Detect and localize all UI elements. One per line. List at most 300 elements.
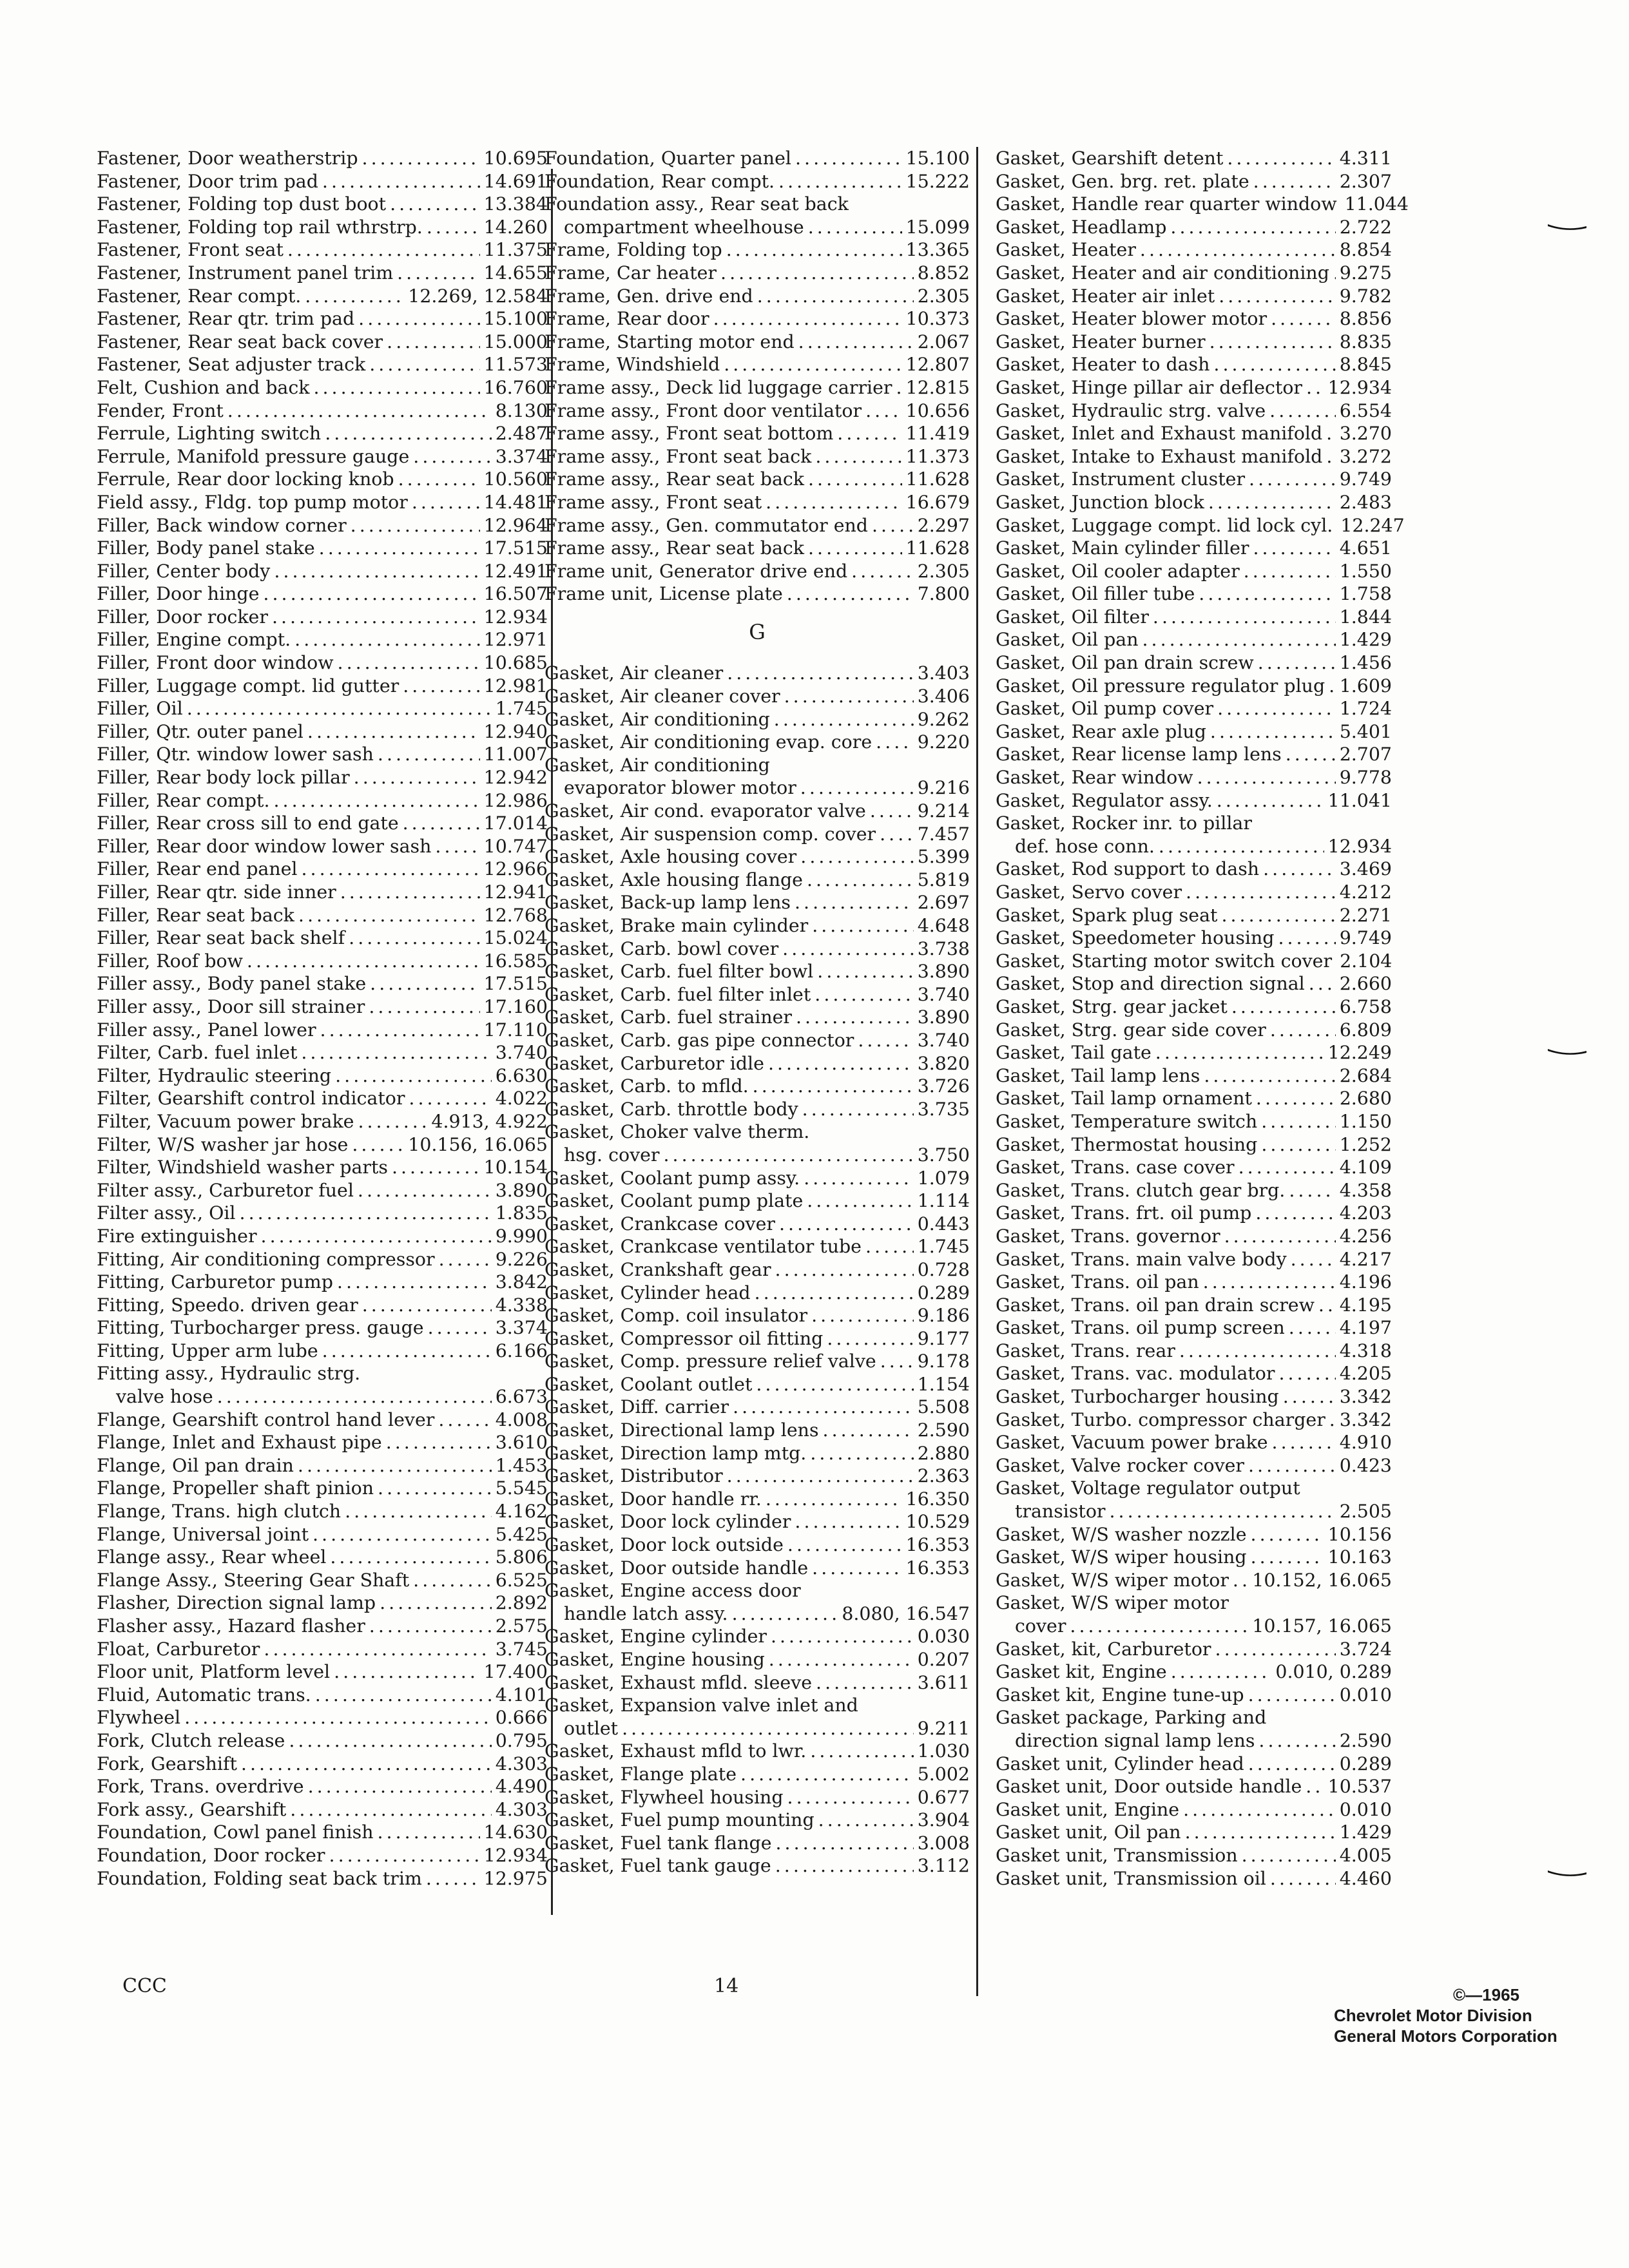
leader-dots — [1251, 1546, 1324, 1569]
entry-reference: 10.157, 16.065 — [1252, 1615, 1392, 1637]
entry-reference: 12.934 — [483, 606, 548, 628]
entry-label: Gasket, Inlet and Exhaust manifold — [996, 423, 1323, 445]
entry-label: Frame unit, License plate — [545, 583, 783, 605]
leader-dots — [753, 1075, 914, 1098]
index-entry — [996, 1202, 1392, 1225]
entry-reference: 3.403 — [917, 662, 970, 684]
index-entry — [97, 376, 548, 399]
leader-dots — [880, 1350, 914, 1373]
entry-reference: 9.262 — [917, 708, 970, 730]
leader-dots — [771, 1625, 914, 1648]
leader-dots — [319, 537, 480, 560]
index-entry — [97, 743, 548, 766]
index-entry — [545, 1282, 970, 1305]
entry-label: Frame assy., Deck lid luggage carrier — [545, 376, 892, 398]
entry-reference: 4.205 — [1339, 1363, 1392, 1385]
entry-label: Ferrule, Rear door locking knob — [97, 468, 394, 490]
leader-dots — [726, 238, 902, 262]
index-entry — [97, 606, 548, 629]
index-entry — [996, 193, 1409, 216]
index-entry — [996, 560, 1392, 583]
index-entry — [996, 537, 1392, 560]
entry-reference: 3.890 — [917, 961, 970, 983]
entry-label: Fork, Trans. overdrive — [97, 1776, 304, 1798]
entry-reference: 3.342 — [1339, 1386, 1392, 1408]
leader-dots — [808, 468, 902, 491]
index-entry — [996, 1156, 1392, 1179]
index-entry — [545, 1465, 970, 1488]
entry-label: Frame assy., Front door ventilator — [545, 399, 862, 421]
entry-label: Gasket unit, Engine — [996, 1798, 1180, 1820]
entry-label: Gasket, Voltage regulator output — [996, 1477, 1300, 1499]
index-entry — [996, 628, 1392, 651]
leader-dots — [322, 1340, 492, 1363]
entry-label: Filter, Hydraulic steering — [97, 1064, 332, 1086]
entry-reference: 10.154 — [483, 1157, 548, 1178]
index-entry — [545, 1327, 970, 1350]
index-entry — [996, 1110, 1392, 1133]
entry-reference: 2.305 — [917, 285, 970, 307]
index-entry — [996, 147, 1392, 170]
entry-reference: 3.342 — [1339, 1408, 1392, 1430]
leader-dots — [1199, 582, 1335, 606]
entry-label: Gasket, Trans. oil pump screen — [996, 1317, 1285, 1339]
leader-dots — [622, 1717, 914, 1740]
leader-dots — [766, 1488, 902, 1511]
index-entry — [97, 1821, 548, 1844]
entry-label: Gasket, Junction block — [996, 491, 1204, 513]
entry-label: Gasket, Exhaust mfld to lwr. — [545, 1740, 807, 1762]
entry-label: Filler, Rear seat back shelf — [97, 927, 345, 949]
index-entry — [97, 353, 548, 376]
index-entry — [97, 1660, 548, 1684]
entry-reference: 4.196 — [1339, 1271, 1392, 1293]
leader-dots — [768, 1052, 914, 1075]
entry-reference: 1.758 — [1339, 583, 1392, 605]
entry-reference: 4.318 — [1339, 1340, 1392, 1361]
leader-dots — [1326, 445, 1335, 468]
index-entry — [545, 491, 970, 514]
entry-reference: 12.975 — [483, 1867, 548, 1889]
entry-label: Gasket, W/S washer nozzle — [996, 1523, 1247, 1545]
index-entry — [545, 754, 970, 777]
entry-reference: 9.778 — [1339, 767, 1392, 789]
index-entry — [996, 858, 1392, 881]
index-entry — [97, 1500, 548, 1523]
leader-dots — [338, 651, 480, 675]
leader-dots — [1204, 1064, 1335, 1088]
entry-reference: 1.114 — [917, 1190, 970, 1212]
leader-dots — [766, 491, 902, 514]
entry-label: Gasket, Comp. pressure relief valve — [545, 1350, 876, 1372]
entry-reference: 1.079 — [917, 1167, 970, 1189]
entry-reference: 13.365 — [905, 239, 970, 261]
index-entry — [545, 307, 970, 331]
entry-reference: 3.374 — [495, 445, 548, 467]
entry-reference: 0.795 — [495, 1729, 548, 1751]
leader-dots — [362, 147, 480, 170]
entry-label: Gasket, Coolant pump assy. — [545, 1167, 800, 1189]
entry-label: Fluid, Automatic trans. — [97, 1684, 311, 1706]
leader-dots — [334, 1660, 480, 1684]
entry-reference: 4.338 — [495, 1294, 548, 1316]
entry-reference: 11.573 — [483, 354, 548, 376]
leader-dots — [810, 1442, 913, 1465]
entry-label: Fastener, Rear compt. — [97, 285, 302, 307]
leader-dots — [1183, 1798, 1336, 1821]
entry-reference: 3.904 — [917, 1809, 970, 1831]
leader-dots — [1261, 1110, 1336, 1133]
leader-dots — [378, 1477, 492, 1500]
entry-label: Gasket, Exhaust mfld. sleeve — [545, 1671, 813, 1693]
entry-reference: 6.758 — [1339, 995, 1392, 1017]
entry-reference: 3.610 — [495, 1432, 548, 1454]
index-entry — [996, 651, 1392, 675]
index-entry — [97, 1867, 548, 1890]
index-entry — [97, 881, 548, 904]
entry-reference: 5.545 — [495, 1477, 548, 1499]
entry-label: Gasket, Servo cover — [996, 881, 1182, 903]
entry-label: Filler, Rear cross sill to end gate — [97, 812, 399, 834]
entry-reference: 1.429 — [1339, 1821, 1392, 1843]
index-entry — [545, 1213, 970, 1236]
leader-dots — [409, 1087, 491, 1110]
leader-dots — [261, 1225, 492, 1248]
entry-label: Gasket, Comp. coil insulator — [545, 1305, 808, 1327]
entry-reference: 10.695 — [483, 148, 548, 169]
leader-dots — [358, 1179, 492, 1202]
entry-reference: 12.807 — [905, 354, 970, 376]
entry-label: Foundation, Door rocker — [97, 1844, 325, 1866]
index-entry — [97, 1133, 548, 1157]
index-entry — [996, 1546, 1392, 1569]
leader-dots — [1263, 858, 1336, 881]
leader-dots — [880, 823, 914, 846]
index-entry — [996, 491, 1392, 514]
entry-label: Filler assy., Door sill strainer — [97, 995, 365, 1017]
entry-label: Fitting, Speedo. driven gear — [97, 1294, 358, 1316]
index-entry — [97, 1362, 548, 1385]
leader-dots — [795, 891, 914, 914]
entry-reference: 0.677 — [917, 1786, 970, 1808]
entry-label: Gasket, Speedometer housing — [996, 927, 1275, 949]
index-entry — [97, 1294, 548, 1317]
index-entry — [545, 708, 970, 731]
leader-dots — [428, 1316, 492, 1340]
index-entry — [996, 238, 1392, 262]
entry-label: Filter, W/S washer jar hose — [97, 1133, 349, 1155]
entry-label: Gasket package, Parking and — [996, 1707, 1267, 1729]
entry-label: Flasher, Direction signal lamp — [97, 1592, 376, 1614]
index-entry — [545, 1763, 970, 1786]
entry-reference: 15.100 — [905, 148, 970, 169]
index-entry — [996, 1385, 1392, 1408]
entry-reference: 16.679 — [905, 491, 970, 513]
index-entry — [97, 1569, 548, 1592]
index-entry — [996, 1753, 1392, 1776]
entry-reference: 10.537 — [1327, 1776, 1392, 1798]
leader-dots — [810, 1740, 913, 1763]
index-entry — [97, 1408, 548, 1432]
entry-label: Gasket, Strg. gear jacket — [996, 995, 1228, 1017]
leader-dots — [352, 1133, 404, 1157]
entry-label: Foundation, Rear compt. — [545, 170, 775, 192]
entry-label: Gasket, Valve rocker cover — [996, 1454, 1244, 1476]
entry-reference: 8.130 — [495, 399, 548, 421]
entry-reference: 16.585 — [483, 950, 548, 972]
entry-label: Gasket, Carb. fuel filter inlet — [545, 983, 811, 1005]
entry-label: Gasket, Trans. main valve body — [996, 1248, 1287, 1270]
entry-label: Frame assy., Front seat — [545, 491, 762, 513]
entry-reference: 2.684 — [1339, 1064, 1392, 1086]
entry-reference: 0.666 — [495, 1707, 548, 1729]
index-entry — [996, 307, 1392, 331]
leader-dots — [187, 697, 492, 720]
entry-label: Gasket, Temperature switch — [996, 1110, 1258, 1132]
index-entry — [97, 262, 548, 285]
entry-reference: 3.469 — [1339, 858, 1392, 880]
index-entry — [996, 468, 1392, 491]
leader-dots — [426, 1867, 480, 1890]
entry-reference: 16.350 — [905, 1488, 970, 1510]
leader-dots — [298, 1454, 492, 1477]
entry-label: Gasket, Trans. clutch gear brg. — [996, 1179, 1286, 1201]
leader-dots — [732, 1602, 838, 1626]
entry-reference: 3.740 — [917, 1029, 970, 1051]
leader-dots — [720, 262, 914, 285]
entry-reference: 3.724 — [1339, 1638, 1392, 1660]
leader-dots — [876, 731, 914, 754]
entry-label: Fitting, Upper arm lube — [97, 1340, 318, 1361]
leader-dots — [1142, 628, 1335, 651]
leader-dots — [390, 193, 480, 216]
entry-reference: 1.252 — [1339, 1133, 1392, 1155]
entry-reference: 0.289 — [917, 1282, 970, 1303]
entry-reference: 10.747 — [483, 835, 548, 857]
index-entry — [545, 422, 970, 445]
leader-dots — [272, 606, 480, 629]
entry-reference: 1.030 — [917, 1740, 970, 1762]
entry-label: Gasket, Starting motor switch cover — [996, 950, 1333, 972]
leader-dots — [1326, 422, 1336, 445]
entry-label: hsg. cover — [564, 1144, 660, 1166]
index-entry — [97, 468, 548, 491]
entry-label: Fire extinguisher — [97, 1225, 257, 1247]
index-entry — [996, 1684, 1392, 1707]
leader-dots — [1242, 1844, 1336, 1867]
leader-dots — [1215, 1638, 1336, 1661]
index-entry — [545, 1304, 970, 1327]
entry-label: Filler, Rear qtr. side inner — [97, 881, 336, 903]
index-entry — [996, 1477, 1392, 1500]
entry-reference: 12.941 — [483, 881, 548, 903]
leader-dots — [354, 766, 480, 789]
index-entry — [545, 445, 970, 468]
entry-reference: 12.491 — [483, 560, 548, 582]
entry-reference: 9.177 — [917, 1327, 970, 1349]
entry-label: Gasket, Cylinder head — [545, 1282, 751, 1303]
entry-label: Flange, Propeller shaft pinion — [97, 1477, 374, 1499]
index-entry — [545, 800, 970, 823]
entry-label: Filler, Rear seat back — [97, 904, 294, 926]
entry-reference: 12.768 — [483, 904, 548, 926]
index-entry — [545, 1235, 970, 1258]
leader-dots — [412, 491, 480, 514]
entry-label: Flange, Universal joint — [97, 1523, 309, 1545]
leader-dots — [438, 1408, 491, 1432]
index-entry — [996, 812, 1392, 835]
index-entry — [545, 776, 970, 800]
leader-dots — [240, 1202, 492, 1225]
entry-label: Filter assy., Carburetor fuel — [97, 1179, 354, 1201]
entry-label: Flange, Trans. high clutch — [97, 1501, 342, 1523]
leader-dots — [301, 1041, 491, 1064]
entry-label: Gasket, Trans. vac. modulator — [996, 1363, 1275, 1385]
entry-reference: 2.680 — [1339, 1088, 1392, 1110]
index-entry — [996, 1638, 1392, 1661]
entry-label: Gasket, Spark plug seat — [996, 904, 1218, 926]
entry-label: Fork, Gearshift — [97, 1753, 237, 1774]
entry-reference: 12.964 — [483, 514, 548, 536]
index-entry — [545, 353, 970, 376]
entry-reference: 9.226 — [495, 1248, 548, 1270]
entry-label: Flasher assy., Hazard flasher — [97, 1615, 365, 1637]
index-entry — [996, 1225, 1392, 1248]
entry-label: Filler, Rear end panel — [97, 858, 298, 880]
leader-dots — [413, 1569, 492, 1592]
entry-label: Gasket, Turbo. compressor charger — [996, 1408, 1325, 1430]
index-entry — [996, 514, 1405, 537]
leader-dots — [1249, 468, 1336, 491]
leader-dots — [1227, 147, 1335, 170]
entry-reference: 17.160 — [483, 995, 548, 1017]
index-entry — [97, 1798, 548, 1821]
entry-label: Filter, Gearshift control indicator — [97, 1088, 405, 1110]
leader-dots — [774, 708, 914, 731]
entry-label: Fastener, Rear seat back cover — [97, 331, 383, 352]
leader-dots — [439, 1248, 492, 1271]
index-entry — [996, 353, 1392, 376]
entry-label: Fitting, Air conditioning compressor — [97, 1248, 435, 1270]
entry-label: Gasket, Oil filler tube — [996, 583, 1195, 605]
entry-label: Gasket, Axle housing cover — [545, 846, 797, 868]
index-entry — [545, 823, 970, 846]
leader-dots — [320, 1019, 480, 1042]
leader-dots — [776, 1832, 914, 1855]
index-entry — [996, 582, 1392, 606]
index-entry — [996, 1615, 1392, 1638]
index-entry — [97, 147, 548, 170]
entry-label: Filler, Rear compt. — [97, 789, 270, 811]
entry-label: Gasket, Engine housing — [545, 1649, 765, 1670]
index-entry — [996, 743, 1392, 766]
entry-label: Gasket, W/S wiper housing — [996, 1546, 1247, 1568]
tab-mark-icon — [1547, 222, 1588, 231]
leader-dots — [1153, 606, 1336, 629]
entry-reference: 9.220 — [917, 731, 970, 753]
entry-label: Flange, Oil pan drain — [97, 1454, 294, 1476]
leader-dots — [872, 514, 914, 537]
leader-dots — [1270, 1867, 1336, 1890]
entry-reference: 9.749 — [1339, 468, 1392, 490]
leader-dots — [273, 789, 479, 812]
leader-dots — [1256, 1087, 1336, 1110]
entry-reference: 4.217 — [1339, 1248, 1392, 1270]
index-entry — [97, 1729, 548, 1753]
index-entry — [545, 1648, 970, 1671]
entry-label: Gasket, Trans. rear — [996, 1340, 1175, 1361]
leader-dots — [322, 170, 480, 193]
leader-dots — [798, 331, 914, 354]
entry-reference: 12.815 — [905, 376, 970, 398]
entry-label: evaporator blower motor — [564, 777, 796, 799]
entry-reference: 14.260 — [483, 216, 548, 238]
index-entry — [996, 1821, 1392, 1844]
index-entry — [996, 881, 1392, 904]
leader-dots — [1248, 1684, 1336, 1707]
entry-label: Gasket, Trans. oil pan — [996, 1271, 1199, 1293]
entry-reference: 5.508 — [917, 1396, 970, 1418]
entry-reference: 4.648 — [917, 915, 970, 936]
entry-label: Flange assy., Rear wheel — [97, 1546, 327, 1568]
index-entry — [97, 1454, 548, 1477]
entry-reference: 4.303 — [495, 1753, 548, 1774]
entry-reference: 6.673 — [495, 1386, 548, 1408]
entry-reference: 12.940 — [483, 720, 548, 742]
entry-label: Gasket, Door handle rr. — [545, 1488, 762, 1510]
entry-label: Gasket, Oil pressure regulator plug — [996, 675, 1325, 697]
index-entry — [996, 1569, 1392, 1592]
index-entry — [545, 869, 970, 892]
entry-label: Gasket, Main cylinder filler — [996, 537, 1249, 559]
leader-dots — [1258, 1729, 1335, 1753]
entry-reference: 3.611 — [917, 1671, 970, 1693]
index-entry — [97, 1775, 548, 1798]
index-entry — [97, 651, 548, 675]
index-entry — [996, 170, 1392, 193]
entry-label: Gasket, Door outside handle — [545, 1557, 809, 1579]
leader-dots — [1231, 995, 1336, 1019]
entry-label: Gasket, Rear license lamp lens — [996, 744, 1282, 765]
entry-label: Flywheel — [97, 1707, 181, 1729]
entry-label: Frame, Gen. drive end — [545, 285, 753, 307]
index-entry — [545, 399, 970, 423]
index-entry — [545, 1098, 970, 1121]
index-entry — [97, 1041, 548, 1064]
index-entry — [996, 904, 1392, 927]
leader-dots — [787, 1533, 902, 1557]
index-entry — [996, 766, 1392, 789]
entry-reference: 6.630 — [495, 1064, 548, 1086]
entry-reference: 4.460 — [1339, 1867, 1392, 1889]
entry-reference: 4.303 — [495, 1798, 548, 1820]
entry-reference: 4.195 — [1339, 1294, 1392, 1316]
entry-reference: 3.740 — [495, 1042, 548, 1064]
entry-reference: 6.166 — [495, 1340, 548, 1361]
leader-dots — [313, 1523, 492, 1546]
entry-reference: 6.525 — [495, 1569, 548, 1591]
entry-label: Gasket, Trans. case cover — [996, 1157, 1235, 1178]
entry-label: Gasket, Vacuum power brake — [996, 1432, 1268, 1454]
leader-dots — [247, 950, 480, 973]
entry-label: valve hose — [116, 1386, 213, 1408]
leader-dots — [663, 1144, 913, 1167]
entry-reference: 5.819 — [917, 869, 970, 890]
entry-reference: 10.529 — [905, 1511, 970, 1533]
index-entry — [97, 1202, 548, 1225]
entry-reference: 9.216 — [917, 777, 970, 799]
entry-reference: 2.505 — [1339, 1501, 1392, 1523]
